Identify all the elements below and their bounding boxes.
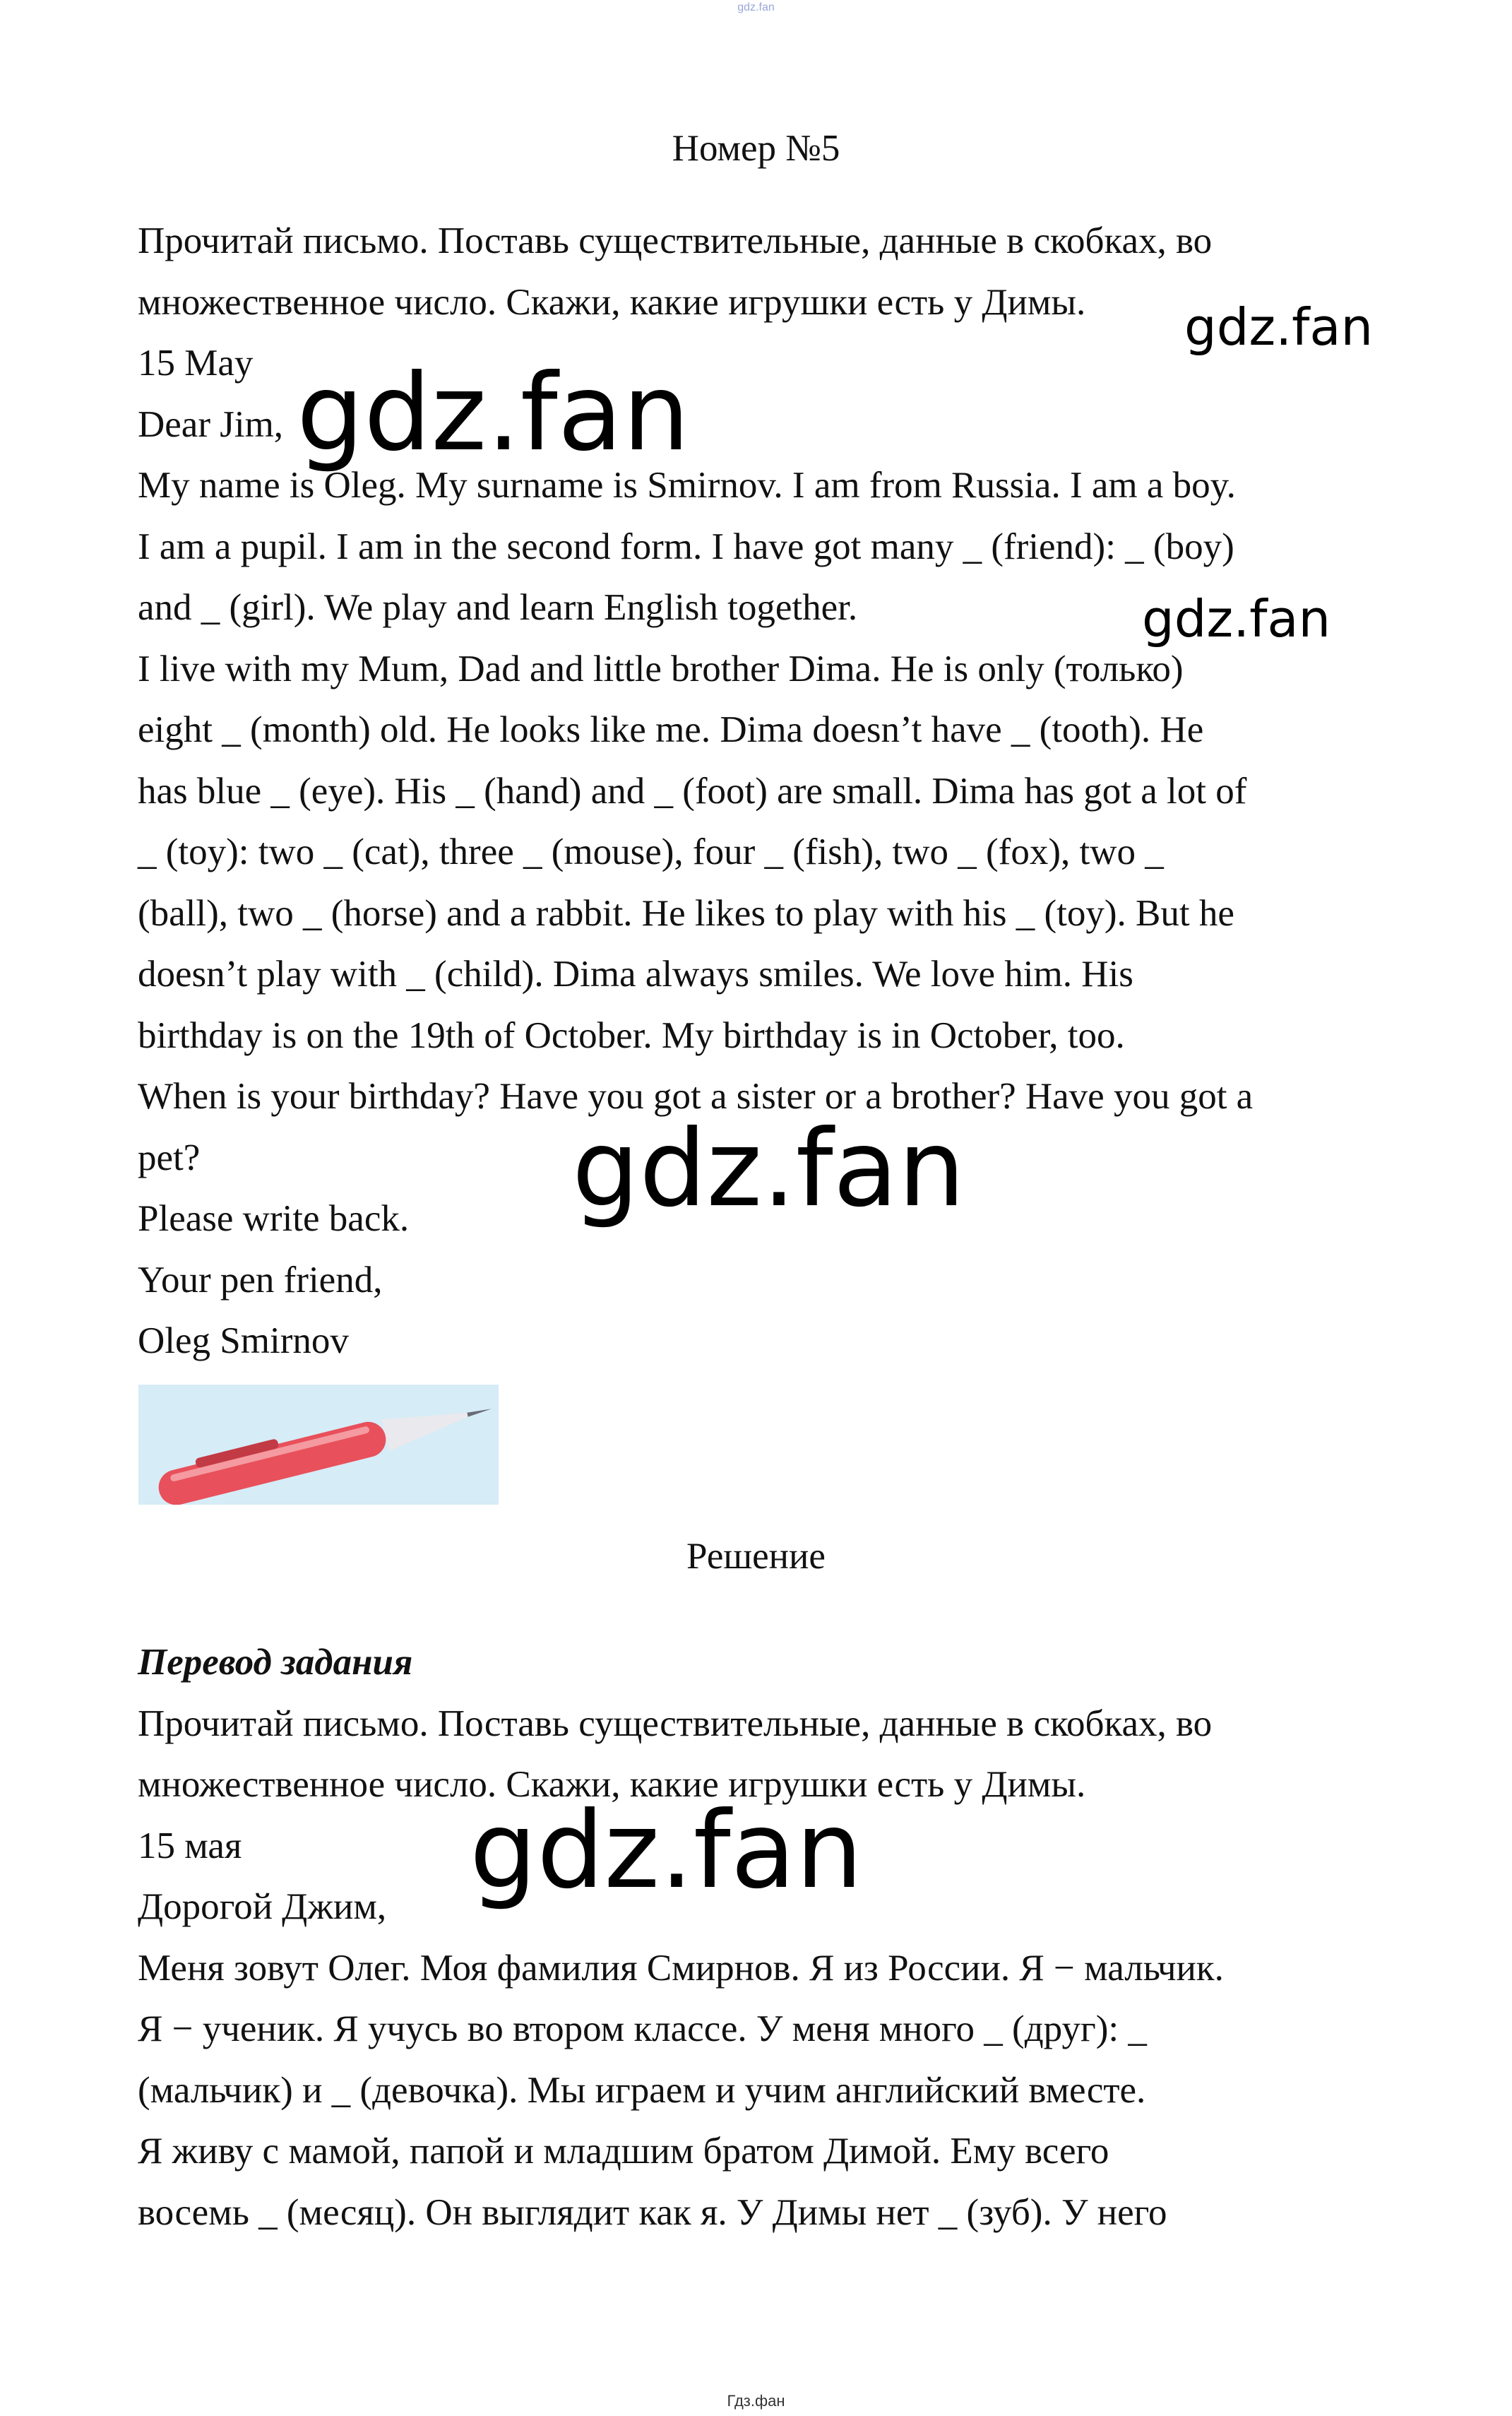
translation-line: множественное число. Скажи, какие игрушки есть у Димы. <box>138 1764 1086 1805</box>
letter-line: doesn’t play with _ (child). Dima always smiles. We love him. His <box>138 954 1133 995</box>
translation-line: Я − ученик. Я учусь во втором классе. У меня много _ (друг): _ <box>138 2008 1147 2049</box>
footer-watermark: Гдз.фан <box>727 2392 785 2410</box>
watermark: gdz.fan <box>1142 589 1331 649</box>
letter-line: birthday is on the 19th of October. My birthday is in October, too. <box>138 1014 1125 1056</box>
letter-line: _ (toy): two _ (cat), three _ (mouse), four _ (fish), two _ (fox), two _ <box>138 831 1164 872</box>
pen-icon <box>138 1385 499 1505</box>
translation-line: Прочитай письмо. Поставь существительные, данные в скобках, во <box>138 1703 1213 1744</box>
letter-greeting: Dear Jim, <box>138 403 284 445</box>
translation-date: 15 мая <box>138 1825 242 1866</box>
letter-line: (ball), two _ (horse) and a rabbit. He likes to play with his _ (toy). But he <box>138 892 1234 934</box>
translation-greeting: Дорогой Джим, <box>138 1886 387 1927</box>
letter-line: and _ (girl). We play and learn English together. <box>138 587 858 628</box>
task-line: множественное число. Скажи, какие игрушки есть у Димы. <box>138 281 1086 323</box>
header-watermark: gdz.fan <box>737 1 775 13</box>
watermark: gdz.fan <box>297 352 690 475</box>
translation-text <box>138 1632 1402 2243</box>
translation-heading: Перевод задания <box>138 1642 413 1683</box>
translation-line: (мальчик) и _ (девочка). Мы играем и учим английский вместе. <box>138 2069 1146 2111</box>
task-line: Прочитай письмо. Поставь существительные, данные в скобках, во <box>138 220 1213 261</box>
letter-line: eight _ (month) old. He looks like me. Dima doesn’t have _ (tooth). He <box>138 709 1204 750</box>
exercise-title: Номер №5 <box>672 128 840 169</box>
letter-closing: Please write back. <box>138 1198 410 1239</box>
letter-closing: Your pen friend, <box>138 1259 383 1301</box>
watermark: gdz.fan <box>470 1789 863 1912</box>
letter-line: I live with my Mum, Dad and little brother Dima. He is only (только) <box>138 648 1184 689</box>
translation-line: Я живу с мамой, папой и младшим братом Димой. Ему всего <box>138 2131 1109 2172</box>
translation-line: восемь _ (месяц). Он выглядит как я. У Димы нет _ (зуб). У него <box>138 2191 1167 2233</box>
letter-date: 15 May <box>138 343 254 384</box>
watermark: gdz.fan <box>572 1108 965 1231</box>
translation-line: Меня зовут Олег. Моя фамилия Смирнов. Я из России. Я − мальчик. <box>138 1947 1224 1989</box>
watermark: gdz.fan <box>1184 297 1374 357</box>
letter-line: pet? <box>138 1137 201 1178</box>
letter-line: has blue _ (eye). His _ (hand) and _ (foot) are small. Dima has got a lot of <box>138 770 1247 812</box>
letter-line: My name is Oleg. My surname is Smirnov. I am from Russia. I am a boy. <box>138 465 1236 506</box>
letter-signature: Oleg Smirnov <box>138 1320 349 1361</box>
letter-line: I am a pupil. I am in the second form. I have got many _ (friend): _ (boy) <box>138 526 1234 567</box>
letter-line: When is your birthday? Have you got a sister or a brother? Have you got a <box>138 1076 1254 1117</box>
solution-heading: Решение <box>686 1536 826 1577</box>
